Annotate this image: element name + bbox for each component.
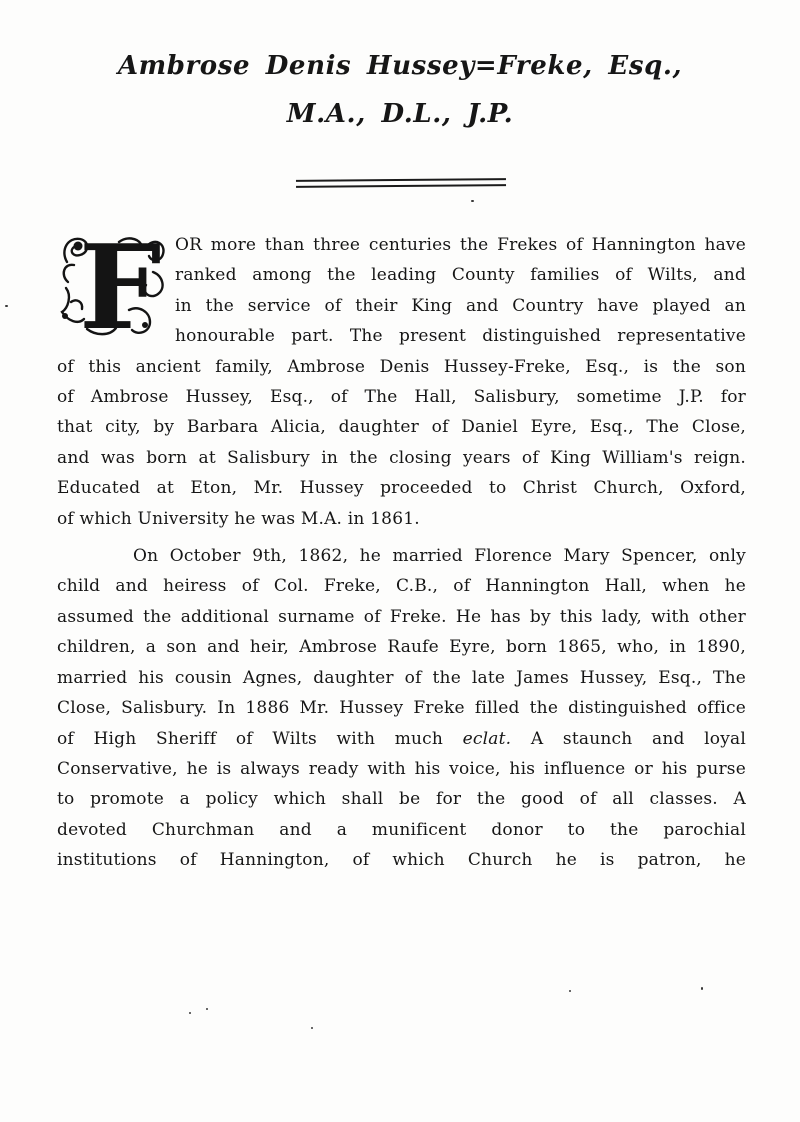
text-line: children, a son and heir, Ambrose Raufe Eyre, born 1865, who, in 1890,	[57, 637, 746, 658]
page-title: Ambrose Denis Hussey=Freke, Esq.,	[117, 51, 683, 81]
text-line: Conservative, he is always ready with his voice, his influence or his purse	[57, 758, 746, 779]
text-line: to promote a policy which shall be for the good of all classes. A	[57, 789, 746, 810]
text-line: and was born at Salisbury in the closing years of King William's reign.	[57, 447, 746, 468]
text-line: honourable part. The present distinguished representative	[175, 326, 746, 347]
text-line: devoted Churchman and a munificent donor to the parochial	[57, 819, 746, 840]
text-line: in the service of their King and Country have played an	[175, 295, 746, 316]
scan-speck	[5, 305, 8, 307]
text-line: OR more than three centuries the Frekes of Hannington have	[175, 235, 746, 255]
second-paragraph	[57, 541, 746, 875]
scan-speck	[569, 990, 571, 992]
italic-word: eclat.	[462, 728, 512, 749]
text-line: married his cousin Agnes, daughter of the late James Hussey, Esq., The	[57, 667, 746, 688]
scan-speck	[311, 1027, 313, 1029]
title-divider-rule	[296, 178, 506, 188]
text-line: of which University he was M.A. in 1861.	[57, 508, 420, 529]
text-line: that city, by Barbara Alicia, daughter of Daniel Eyre, Esq., The Close,	[57, 417, 746, 438]
text-segment: A staunch and loyal	[530, 728, 746, 749]
dropcap-initial-f	[57, 232, 169, 338]
scan-speck	[206, 1008, 208, 1010]
text-line: Educated at Eton, Mr. Hussey proceeded to Christ Church, Oxford,	[57, 478, 746, 499]
scan-speck	[701, 987, 703, 990]
scan-speck	[471, 200, 474, 202]
scan-speck	[189, 1012, 191, 1014]
text-line: of this ancient family, Ambrose Denis Hussey-Freke, Esq., is the son	[57, 356, 746, 377]
ornate-initial-icon	[57, 232, 169, 338]
text-line: On October 9th, 1862, he married Florence Mary Spencer, only	[133, 546, 746, 567]
dropcap-letter: F	[79, 232, 162, 338]
text-line: Close, Salisbury. In 1886 Mr. Hussey Freke filled the distinguished office	[57, 698, 746, 719]
text-line: assumed the additional surname of Freke. He has by this lady, with other	[57, 606, 746, 627]
text-line: child and heiress of Col. Freke, C.B., of Hannington Hall, when he	[57, 576, 746, 597]
text-line: institutions of Hannington, of which Church he is patron, he	[57, 850, 746, 871]
text-line-with-italic	[57, 724, 746, 754]
text-line: of Ambrose Hussey, Esq., of The Hall, Salisbury, sometime J.P. for	[57, 387, 746, 408]
body-text	[57, 230, 746, 876]
text-line: ranked among the leading County families of Wilts, and	[175, 265, 746, 286]
page-title-honorifics: M.A., D.L., J.P.	[286, 99, 514, 129]
text-segment: of High Sheriff of Wilts with much	[57, 728, 444, 749]
